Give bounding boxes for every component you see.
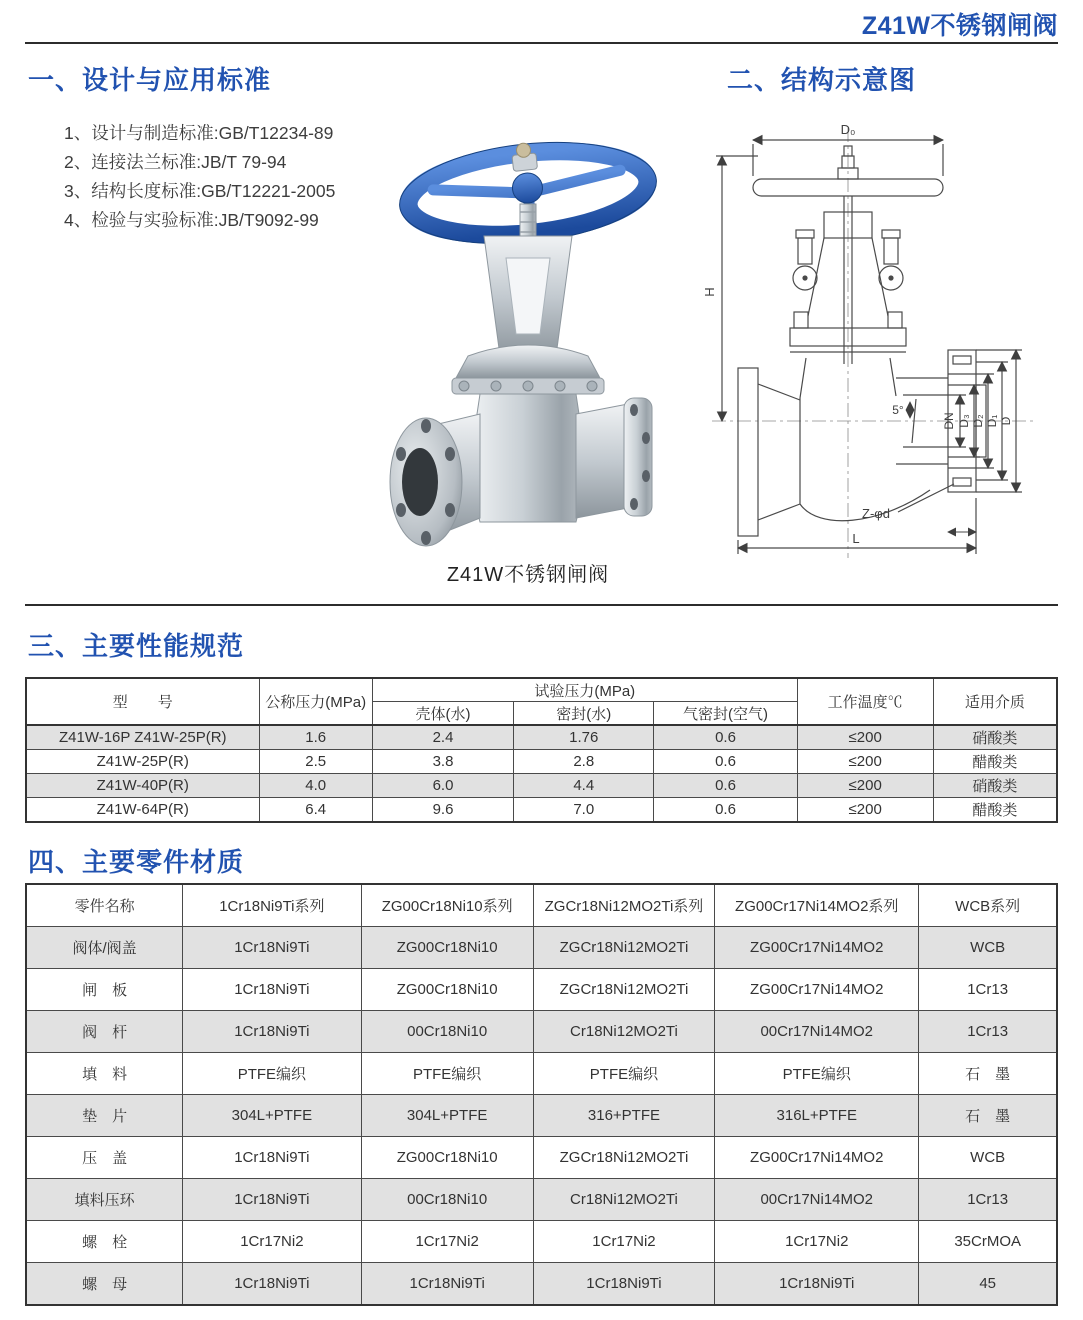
table-cell: 垫 片 (26, 1095, 183, 1137)
table-cell: 00Cr17Ni14MO2 (715, 1011, 919, 1053)
table-row (26, 1095, 1057, 1137)
table-cell: PTFE编织 (533, 1053, 714, 1095)
structure-diagram (698, 116, 1058, 568)
table-cell: 1.6 (259, 725, 372, 750)
table-cell: Z41W-25P(R) (26, 750, 259, 774)
table-row (26, 678, 1057, 702)
table-row (26, 725, 1057, 750)
table-row (26, 1221, 1057, 1263)
table-cell: 1Cr18Ni9Ti系列 (183, 884, 361, 927)
table-row (26, 1179, 1057, 1221)
materials-table (25, 883, 1058, 1306)
table-cell: ≤200 (797, 774, 933, 798)
table-cell: 1Cr17Ni2 (361, 1221, 533, 1263)
valve-photo (368, 108, 688, 556)
header-rule (25, 42, 1058, 44)
table-cell: 0.6 (654, 774, 797, 798)
table-cell: PTFE编织 (183, 1053, 361, 1095)
table-cell: Cr18Ni12MO2Ti (533, 1179, 714, 1221)
table-cell: 0.6 (654, 725, 797, 750)
table-cell: 石 墨 (919, 1095, 1057, 1137)
dim-label-bolt-holes: Z-φd (862, 506, 890, 521)
table-cell: 零件名称 (26, 884, 183, 927)
table-cell: 0.6 (654, 798, 797, 823)
table-cell: 6.4 (259, 798, 372, 823)
section-heading-performance: 三、主要性能规范 (28, 631, 245, 661)
table-cell: 石 墨 (919, 1053, 1057, 1095)
table-cell: 6.0 (372, 774, 513, 798)
table-cell: Z41W-64P(R) (26, 798, 259, 823)
performance-table (25, 677, 1058, 823)
table-cell: ZG00Cr17Ni14MO2 (715, 927, 919, 969)
section-heading-materials: 四、主要零件材质 (28, 847, 245, 877)
table-row (26, 927, 1057, 969)
table-cell: 适用介质 (933, 678, 1057, 725)
dim-label-d0: D₀ (840, 122, 856, 137)
list-item: 2、连接法兰标准:JB/T 79-94 (64, 152, 287, 172)
table-cell: 试验压力(MPa) (372, 678, 797, 702)
table-cell: ZG00Cr18Ni10系列 (361, 884, 533, 927)
section-heading-design-standards: 一、设计与应用标准 (28, 65, 272, 95)
list-item: 4、检验与实验标准:JB/T9092-99 (64, 210, 319, 230)
table-cell: 1Cr18Ni9Ti (715, 1263, 919, 1306)
table-cell: 1Cr18Ni9Ti (183, 969, 361, 1011)
table-cell: 316L+PTFE (715, 1095, 919, 1137)
table-row (26, 1137, 1057, 1179)
table-cell: 密封(水) (514, 702, 654, 726)
structure-diagram-drawing (698, 116, 1058, 568)
table-cell: Z41W-40P(R) (26, 774, 259, 798)
table-cell: 填 料 (26, 1053, 183, 1095)
table-cell: 螺 母 (26, 1263, 183, 1306)
table-cell: 气密封(空气) (654, 702, 797, 726)
table-cell: 填料压环 (26, 1179, 183, 1221)
table-row (26, 1053, 1057, 1095)
table-cell: 304L+PTFE (183, 1095, 361, 1137)
section-divider (25, 604, 1058, 606)
dim-label-d1: D₁ (985, 414, 999, 428)
table-cell: 阀体/阀盖 (26, 927, 183, 969)
dim-label-d2: D₂ (971, 414, 985, 428)
table-cell: 35CrMOA (919, 1221, 1057, 1263)
dim-label-h: H (702, 287, 717, 297)
table-cell: 闸 板 (26, 969, 183, 1011)
table-cell: 2.4 (372, 725, 513, 750)
table-cell: ZGCr18Ni12MO2Ti系列 (533, 884, 714, 927)
valve-photo-illustration (368, 108, 688, 556)
table-cell: 7.0 (514, 798, 654, 823)
table-cell: WCB (919, 1137, 1057, 1179)
dim-label-angle: 5° (892, 403, 904, 417)
yoke (484, 236, 572, 356)
table-cell: 硝酸类 (933, 725, 1057, 750)
table-cell: Cr18Ni12MO2Ti (533, 1011, 714, 1053)
table-cell: 1Cr17Ni2 (183, 1221, 361, 1263)
table-cell: ZGCr18Ni12MO2Ti (533, 1137, 714, 1179)
table-cell: 1Cr17Ni2 (715, 1221, 919, 1263)
table-row (26, 774, 1057, 798)
table-cell: 3.8 (372, 750, 513, 774)
bonnet (452, 345, 604, 394)
table-cell: ZG00Cr18Ni10 (361, 969, 533, 1011)
table-cell: WCB系列 (919, 884, 1057, 927)
photo-caption: Z41W不锈钢闸阀 (446, 564, 610, 586)
table-cell: ≤200 (797, 750, 933, 774)
dim-label-d3: D₃ (957, 414, 971, 428)
table-cell: PTFE编织 (715, 1053, 919, 1095)
table-cell: 型 号 (26, 678, 259, 725)
table-cell: 316+PTFE (533, 1095, 714, 1137)
page-title: Z41W不锈钢闸阀 (861, 12, 1058, 40)
table-cell: 螺 栓 (26, 1221, 183, 1263)
right-flange (624, 398, 652, 516)
table-cell: 45 (919, 1263, 1057, 1306)
table-cell: ZG00Cr17Ni14MO2系列 (715, 884, 919, 927)
table-cell: WCB (919, 927, 1057, 969)
table-cell: 1.76 (514, 725, 654, 750)
table-cell: 工作温度℃ (797, 678, 933, 725)
table-cell: ZGCr18Ni12MO2Ti (533, 969, 714, 1011)
table-cell: 醋酸类 (933, 750, 1057, 774)
table-cell: ZGCr18Ni12MO2Ti (533, 927, 714, 969)
table-cell: Z41W-16P Z41W-25P(R) (26, 725, 259, 750)
table-cell: 压 盖 (26, 1137, 183, 1179)
table-cell: 1Cr13 (919, 1011, 1057, 1053)
table-row (26, 1011, 1057, 1053)
table-cell: 1Cr18Ni9Ti (361, 1263, 533, 1306)
table-row (26, 969, 1057, 1011)
table-cell: 公称压力(MPa) (259, 678, 372, 725)
table-row (26, 798, 1057, 823)
table-cell: 阀 杆 (26, 1011, 183, 1053)
table-cell: 1Cr18Ni9Ti (183, 1263, 361, 1306)
table-cell: 304L+PTFE (361, 1095, 533, 1137)
table-cell: ZG00Cr17Ni14MO2 (715, 969, 919, 1011)
dim-label-d: D (999, 416, 1013, 426)
table-cell: 1Cr18Ni9Ti (183, 1011, 361, 1053)
table-row (26, 750, 1057, 774)
table-row (26, 1263, 1057, 1306)
table-cell: 1Cr18Ni9Ti (183, 1137, 361, 1179)
table-cell: ZG00Cr18Ni10 (361, 927, 533, 969)
table-cell: 1Cr13 (919, 1179, 1057, 1221)
table-row (26, 884, 1057, 927)
table-cell: PTFE编织 (361, 1053, 533, 1095)
table-cell: 2.5 (259, 750, 372, 774)
table-cell: 00Cr18Ni10 (361, 1011, 533, 1053)
table-cell: 1Cr18Ni9Ti (533, 1263, 714, 1306)
table-cell: 4.4 (514, 774, 654, 798)
table-cell: ZG00Cr18Ni10 (361, 1137, 533, 1179)
table-cell: 1Cr17Ni2 (533, 1221, 714, 1263)
table-cell: ZG00Cr17Ni14MO2 (715, 1137, 919, 1179)
table-cell: 1Cr18Ni9Ti (183, 1179, 361, 1221)
table-cell: 4.0 (259, 774, 372, 798)
dim-label-l: L (852, 531, 860, 546)
table-cell: 醋酸类 (933, 798, 1057, 823)
standards-list (64, 119, 335, 235)
table-cell: 壳体(水) (372, 702, 513, 726)
table-cell: 0.6 (654, 750, 797, 774)
table-cell: ≤200 (797, 798, 933, 823)
table-cell: ≤200 (797, 725, 933, 750)
table-cell: 9.6 (372, 798, 513, 823)
list-item: 1、设计与制造标准:GB/T12234-89 (64, 123, 334, 143)
table-cell: 2.8 (514, 750, 654, 774)
table-cell: 00Cr18Ni10 (361, 1179, 533, 1221)
table-cell: 00Cr17Ni14MO2 (715, 1179, 919, 1221)
table-cell: 1Cr13 (919, 969, 1057, 1011)
dim-label-dn: DN (942, 412, 956, 430)
list-item: 3、结构长度标准:GB/T12221-2005 (64, 181, 336, 201)
table-cell: 1Cr18Ni9Ti (183, 927, 361, 969)
left-flange (390, 418, 462, 546)
table-cell: 硝酸类 (933, 774, 1057, 798)
section-heading-structure-diagram: 二、结构示意图 (727, 65, 917, 95)
